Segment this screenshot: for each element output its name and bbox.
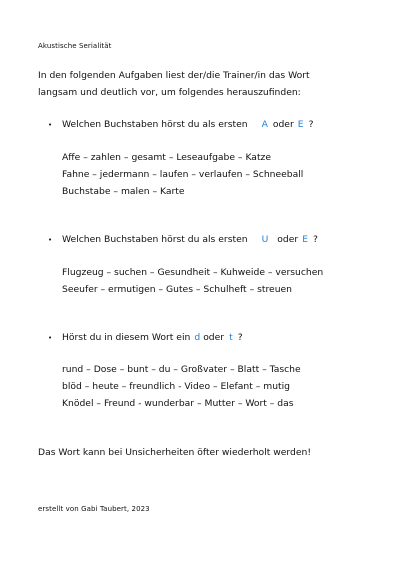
word-list-3 — [62, 361, 301, 412]
word-line: Knödel – Freund - wunderbar – Mutter – Wort – das — [62, 398, 294, 409]
repeat-note: Das Wort kann bei Unsicherheiten öfter wiederholt werden! — [38, 447, 312, 458]
question-connector: oder — [277, 234, 299, 245]
question-text: Hörst du in diesem Wort ein — [62, 332, 191, 343]
word-line: Affe – zahlen – gesamt – Leseaufgabe – Katze — [62, 152, 272, 163]
word-list-2 — [62, 264, 323, 298]
question-2 — [48, 234, 318, 245]
letter-option: d — [194, 332, 201, 343]
letter-option: E — [302, 234, 308, 245]
intro-text — [38, 67, 378, 101]
bullet-icon: • — [48, 235, 53, 244]
word-line: rund – Dose – bunt – du – Großvater – Blatt – Tasche — [62, 364, 301, 375]
letter-option: t — [229, 332, 233, 343]
intro-line: In den folgenden Aufgaben liest der/die Trainer/in das Wort — [38, 70, 310, 81]
question-mark: ? — [313, 234, 318, 245]
intro-line: langsam und deutlich vor, um folgendes herauszufinden: — [38, 87, 301, 98]
word-line: Seeufer – ermutigen – Gutes – Schulheft – streuen — [62, 284, 292, 295]
bullet-icon: • — [48, 120, 53, 129]
question-mark: ? — [237, 332, 243, 343]
document-title: Akustische Serialität — [38, 42, 112, 50]
question-text: Welchen Buchstaben hörst du als ersten — [62, 234, 248, 245]
author-credit: erstellt von Gabi Taubert, 2023 — [38, 505, 150, 513]
word-line: Buchstabe – malen – Karte — [62, 186, 185, 197]
question-connector: oder — [272, 119, 294, 130]
bullet-icon: • — [48, 333, 53, 342]
question-1 — [48, 119, 313, 130]
question-mark: ? — [308, 119, 314, 130]
question-connector: oder — [203, 332, 225, 343]
word-line: Fahne – jedermann – laufen – verlaufen – Schneeball — [62, 169, 304, 180]
question-text: Welchen Buchstaben hörst du als ersten — [62, 119, 248, 130]
letter-option: A — [261, 119, 268, 130]
word-line: Flugzeug – suchen – Gesundheit – Kuhweide – versuchen — [62, 267, 324, 278]
word-list-1 — [62, 149, 303, 200]
letter-option: U — [261, 234, 269, 245]
question-3 — [48, 332, 243, 343]
word-line: blöd – heute – freundlich - Video – Elefant – mutig — [62, 381, 291, 392]
letter-option: E — [297, 119, 304, 130]
